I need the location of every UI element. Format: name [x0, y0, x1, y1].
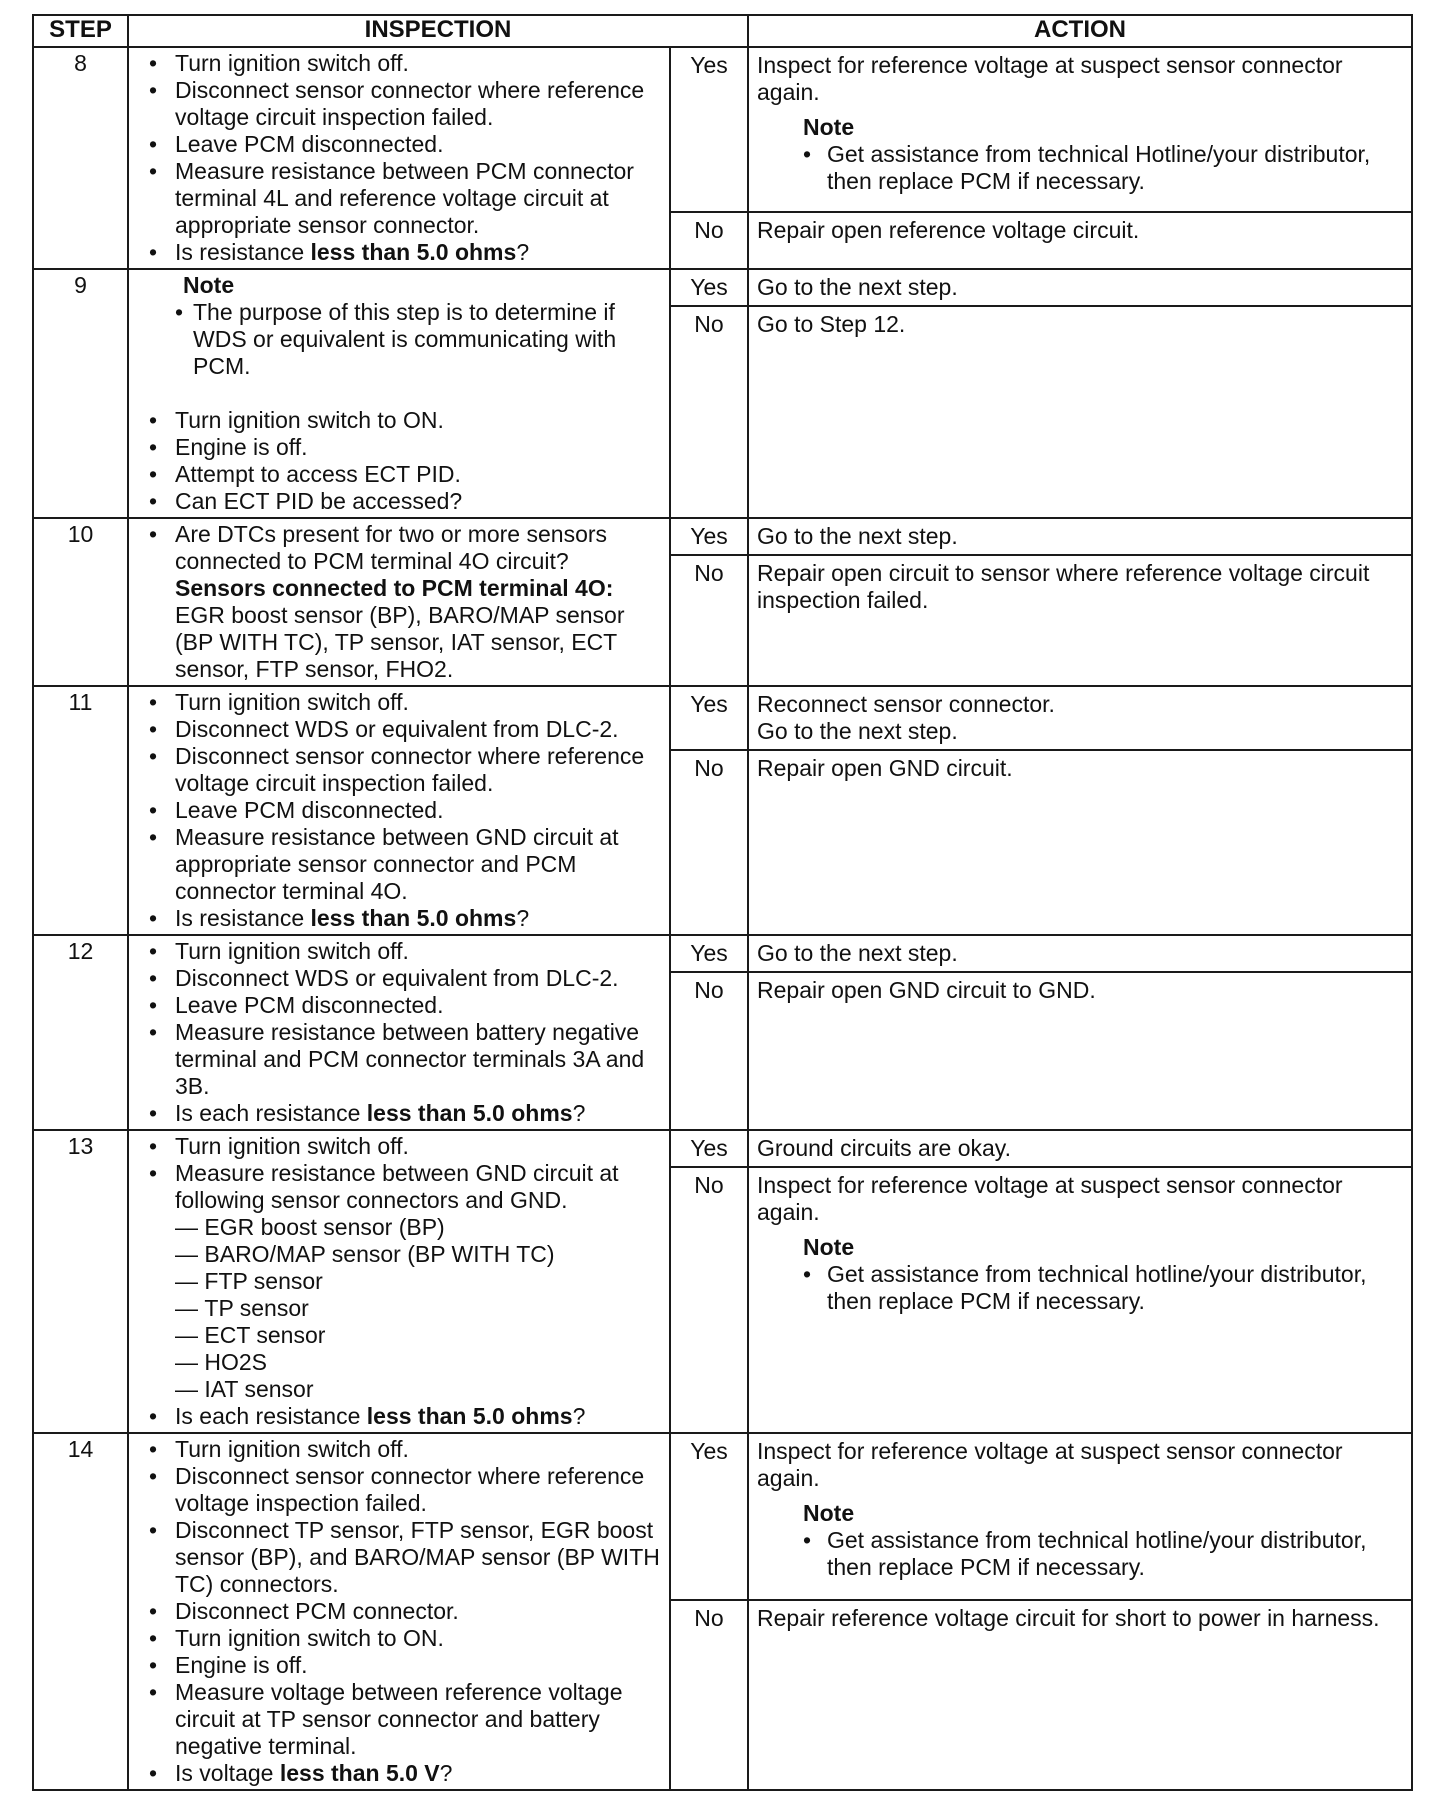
sensors-list: EGR boost sensor (BP), BARO/MAP sensor (BP WITH TC), TP sensor, IAT sensor, ECT sensor, FTP sensor, FHO2.: [175, 602, 625, 682]
no-label: No: [670, 212, 748, 269]
yes-label: Yes: [670, 1130, 748, 1167]
step-14-inspection: [128, 1433, 670, 1790]
yes-label: Yes: [670, 686, 748, 750]
inspection-item: • Turn ignition switch to ON.: [137, 407, 663, 434]
no-label: No: [670, 750, 748, 935]
inspection-item: • Measure resistance between GND circuit at appropriate sensor connector and PCM connector terminal 4O.: [137, 824, 663, 905]
note-block: [757, 114, 1405, 195]
step-11-yes-row: [33, 686, 1412, 750]
inspection-item: • Disconnect WDS or equivalent from DLC-2.: [137, 965, 663, 992]
yes-label: Yes: [670, 269, 748, 306]
inspection-item: • Turn ignition switch to ON.: [137, 1625, 663, 1652]
inspection-question: • Is resistance less than 5.0 ohms?: [137, 905, 663, 932]
step-12-inspection: [128, 935, 670, 1130]
no-action: Repair reference voltage circuit for short to power in harness.: [748, 1600, 1412, 1790]
yes-action: Ground circuits are okay.: [748, 1130, 1412, 1167]
inspection-item: • Engine is off.: [137, 1652, 663, 1679]
action-text: Inspect for reference voltage at suspect sensor connector again.: [757, 1438, 1343, 1491]
inspection-question: • Are DTCs present for two or more sensors connected to PCM terminal 4O circuit? Sensors connected to PCM terminal 4O: EGR boost sensor (BP), BARO/MAP sensor (BP WITH TC), TP sensor, IAT sensor, ECT sensor, FTP sensor, FHO2.: [137, 521, 663, 683]
inspection-question: • Can ECT PID be accessed?: [137, 488, 663, 515]
no-action: Repair open GND circuit to GND.: [748, 972, 1412, 1130]
yes-action: [748, 1433, 1412, 1600]
sub-item: — TP sensor: [175, 1295, 663, 1322]
inspection-item: • Disconnect sensor connector where reference voltage circuit inspection failed.: [137, 77, 663, 131]
step-11-inspection: [128, 686, 670, 935]
inspection-item: • Measure voltage between reference voltage circuit at TP sensor connector and battery negative terminal.: [137, 1679, 663, 1760]
inspection-item: • Turn ignition switch off.: [137, 938, 663, 965]
sensors-heading: Sensors connected to PCM terminal 4O:: [175, 575, 614, 601]
inspection-item: • Disconnect PCM connector.: [137, 1598, 663, 1625]
step-number: 11: [33, 686, 128, 935]
yes-action: Go to the next step.: [748, 518, 1412, 555]
no-action: [748, 1167, 1412, 1433]
inspection-item: • Engine is off.: [137, 434, 663, 461]
note-block: [757, 1500, 1405, 1581]
yes-action: Go to the next step.: [748, 935, 1412, 972]
step-13-inspection: [128, 1130, 670, 1433]
yes-label: Yes: [670, 47, 748, 212]
sub-item: — FTP sensor: [175, 1268, 663, 1295]
note-text: • Get assistance from technical hotline/your distributor, then replace PCM if necessary.: [757, 1261, 1405, 1315]
no-action: Repair open reference voltage circuit.: [748, 212, 1412, 269]
header-inspection: INSPECTION: [128, 15, 748, 47]
note-title: Note: [803, 1234, 855, 1260]
step-10-yes-row: [33, 518, 1412, 555]
yes-label: Yes: [670, 935, 748, 972]
no-label: No: [670, 1167, 748, 1433]
note-text: • The purpose of this step is to determine if WDS or equivalent is communicating with PCM.: [137, 299, 663, 380]
sensor-sub-list: [175, 1214, 663, 1403]
action-text: Inspect for reference voltage at suspect sensor connector again.: [757, 52, 1343, 105]
step-number: 8: [33, 47, 128, 269]
no-action: Repair open GND circuit.: [748, 750, 1412, 935]
sub-item: — ECT sensor: [175, 1322, 663, 1349]
header-action: ACTION: [748, 15, 1412, 47]
inspection-item: • Turn ignition switch off.: [137, 1436, 663, 1463]
action-text: Inspect for reference voltage at suspect sensor connector again.: [757, 1172, 1343, 1225]
yes-action: [748, 47, 1412, 212]
step-number: 14: [33, 1433, 128, 1790]
note-title: Note: [803, 114, 855, 140]
diagnostic-procedure-page: [32, 14, 1411, 1791]
step-9-yes-row: [33, 269, 1412, 306]
table-header-row: [33, 15, 1412, 47]
inspection-item: • Measure resistance between GND circuit at following sensor connectors and GND. — EGR boost sensor (BP) — BARO/MAP sensor (BP WITH TC) — FTP sensor — TP sensor — ECT sensor — HO2S — IAT sensor: [137, 1160, 663, 1403]
step-10-inspection: [128, 518, 670, 686]
no-label: No: [670, 555, 748, 686]
inspection-question: • Is each resistance less than 5.0 ohms?: [137, 1100, 663, 1127]
step-13-yes-row: [33, 1130, 1412, 1167]
step-number: 13: [33, 1130, 128, 1433]
note-title: Note: [803, 1500, 855, 1526]
sub-item: — HO2S: [175, 1349, 663, 1376]
yes-label: Yes: [670, 518, 748, 555]
note-block: [757, 1234, 1405, 1315]
inspection-item: • Leave PCM disconnected.: [137, 131, 663, 158]
header-step: STEP: [33, 15, 128, 47]
no-action: Go to Step 12.: [748, 306, 1412, 518]
no-label: No: [670, 306, 748, 518]
note-text: • Get assistance from technical hotline/your distributor, then replace PCM if necessary.: [757, 1527, 1405, 1581]
note-title: Note: [183, 272, 235, 298]
inspection-item: • Measure resistance between battery negative terminal and PCM connector terminals 3A and 3B.: [137, 1019, 663, 1100]
yes-label: Yes: [670, 1433, 748, 1600]
inspection-item: • Disconnect WDS or equivalent from DLC-2.: [137, 716, 663, 743]
inspection-note: [137, 272, 663, 380]
inspection-item: • Disconnect sensor connector where reference voltage circuit inspection failed.: [137, 743, 663, 797]
inspection-item: • Turn ignition switch off.: [137, 1133, 663, 1160]
step-12-yes-row: [33, 935, 1412, 972]
no-label: No: [670, 972, 748, 1130]
yes-action: Go to the next step.: [748, 269, 1412, 306]
no-action: Repair open circuit to sensor where reference voltage circuit inspection failed.: [748, 555, 1412, 686]
inspection-item: • Measure resistance between PCM connector terminal 4L and reference voltage circuit at appropriate sensor connector.: [137, 158, 663, 239]
inspection-item: • Leave PCM disconnected.: [137, 992, 663, 1019]
step-number: 10: [33, 518, 128, 686]
inspection-item: • Turn ignition switch off.: [137, 689, 663, 716]
inspection-question: • Is each resistance less than 5.0 ohms?: [137, 1403, 663, 1430]
step-14-yes-row: [33, 1433, 1412, 1600]
inspection-item: • Attempt to access ECT PID.: [137, 461, 663, 488]
step-8-yes-row: [33, 47, 1412, 212]
inspection-item: • Disconnect TP sensor, FTP sensor, EGR boost sensor (BP), and BARO/MAP sensor (BP WITH TC) connectors.: [137, 1517, 663, 1598]
inspection-item: • Leave PCM disconnected.: [137, 797, 663, 824]
yes-action: Reconnect sensor connector. Go to the next step.: [748, 686, 1412, 750]
step-9-inspection: [128, 269, 670, 518]
inspection-item: • Disconnect sensor connector where reference voltage inspection failed.: [137, 1463, 663, 1517]
inspection-question: • Is voltage less than 5.0 V?: [137, 1760, 663, 1787]
sub-item: — BARO/MAP sensor (BP WITH TC): [175, 1241, 663, 1268]
note-text: • Get assistance from technical Hotline/your distributor, then replace PCM if necessary.: [757, 141, 1405, 195]
step-number: 9: [33, 269, 128, 518]
diagnostic-table: [32, 14, 1413, 1791]
step-number: 12: [33, 935, 128, 1130]
inspection-item: • Turn ignition switch off.: [137, 50, 663, 77]
sub-item: — EGR boost sensor (BP): [175, 1214, 663, 1241]
no-label: No: [670, 1600, 748, 1790]
inspection-question: • Is resistance less than 5.0 ohms?: [137, 239, 663, 266]
step-8-inspection: [128, 47, 670, 269]
sub-item: — IAT sensor: [175, 1376, 663, 1403]
